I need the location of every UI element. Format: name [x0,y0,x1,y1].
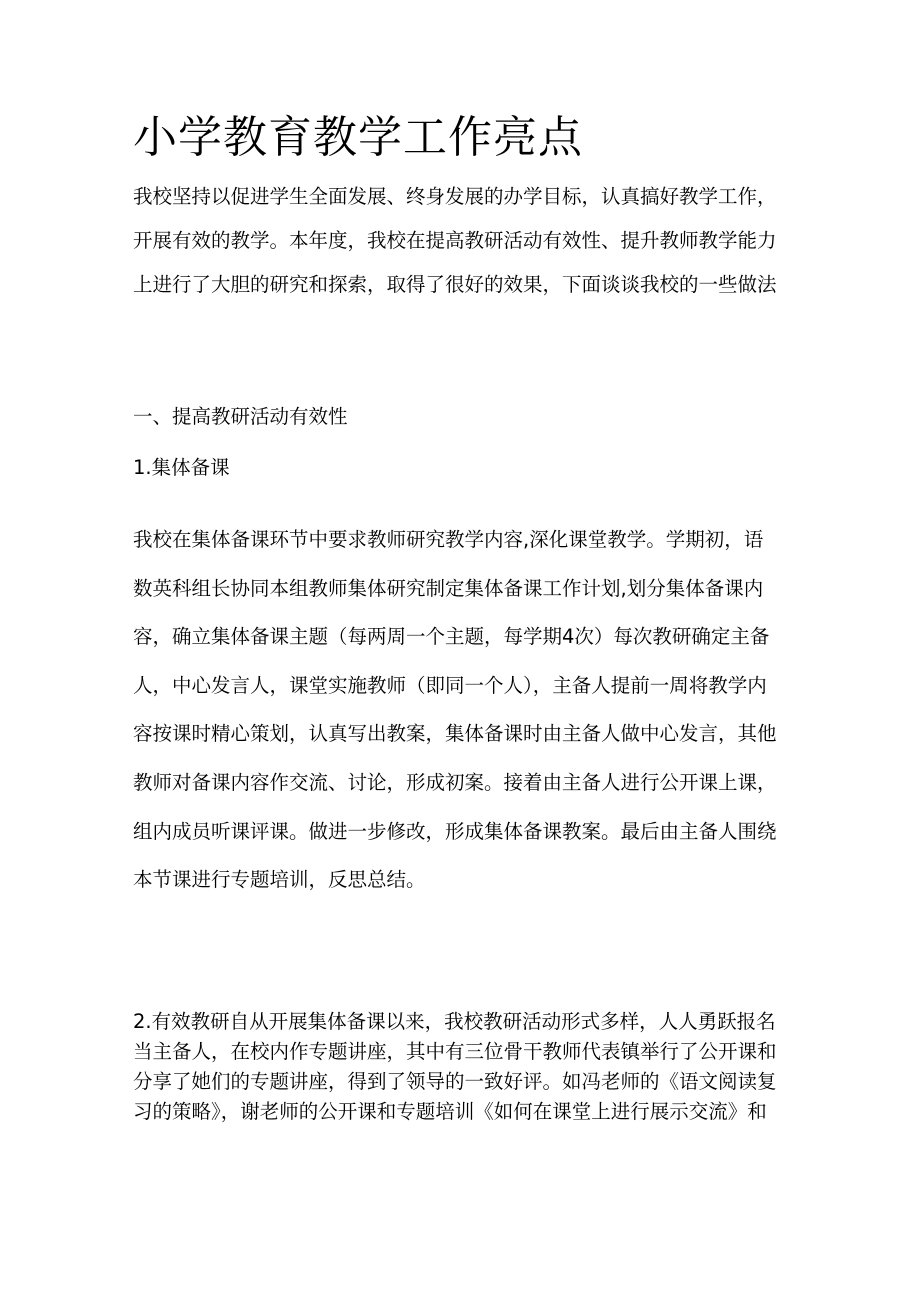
paragraph-line: 当主备人，在校内作专题讲座，其中有三位骨干教师代表镇举行了公开课和 [133,1040,777,1063]
paragraph-line: 分享了她们的专题讲座，得到了领导的一致好评。如冯老师的《语文阅读复 [133,1070,777,1093]
paragraph-line: 容按课时精心策划，认真写出教案，集体备课时由主备人做中心发言，其他 [133,722,777,746]
intro-line: 我校坚持以促进学生全面发展、终身发展的办学目标，认真搞好教学工作， [133,185,777,208]
intro-paragraph [133,175,813,307]
intro-line: 开展有效的教学。本年度，我校在提高教研活动有效性、提升教师教学能力 [133,229,777,252]
paragraph-line: 人，中心发言人，课堂实施教师（即同一个人），主备人提前一周将教学内 [133,673,767,697]
document-title: 小学教育教学工作亮点 [133,112,583,163]
paragraph-line: 习的策略》，谢老师的公开课和专题培训《如何在课堂上进行展示交流》和 [133,1100,767,1123]
section1-paragraph [133,516,813,905]
paragraph-line: 本节课进行专题培训，反思总结。 [133,868,426,892]
paragraph-line: 教师对备课内容作交流、讨论，形成初案。接着由主备人进行公开课上课， [133,770,777,794]
paragraph-line: 组内成员听课评课。做进一步修改，形成集体备课教案。最后由主备人围绕 [133,819,777,843]
intro-line: 上进行了大胆的研究和探索，取得了很好的效果，下面谈谈我校的一些做法 [133,273,777,296]
subheading-collective-lesson-prep: 1.集体备课 [133,456,230,479]
paragraph-line: 2.有效教研自从开展集体备课以来，我校教研活动形式多样，人人勇跃报名 [133,1010,776,1033]
paragraph-line: 容，确立集体备课主题（每两周一个主题，每学期4次）每次教研确定主备 [133,625,770,649]
paragraph-line: 我校在集体备课环节中要求教师研究教学内容,深化课堂教学。学期初，语 [133,528,764,551]
section2-paragraph [133,1007,813,1127]
section-heading: 一、提高教研活动有效性 [133,405,348,428]
paragraph-line: 数英科组长协同本组教师集体研究制定集体备课工作计划,划分集体备课内 [133,576,764,600]
